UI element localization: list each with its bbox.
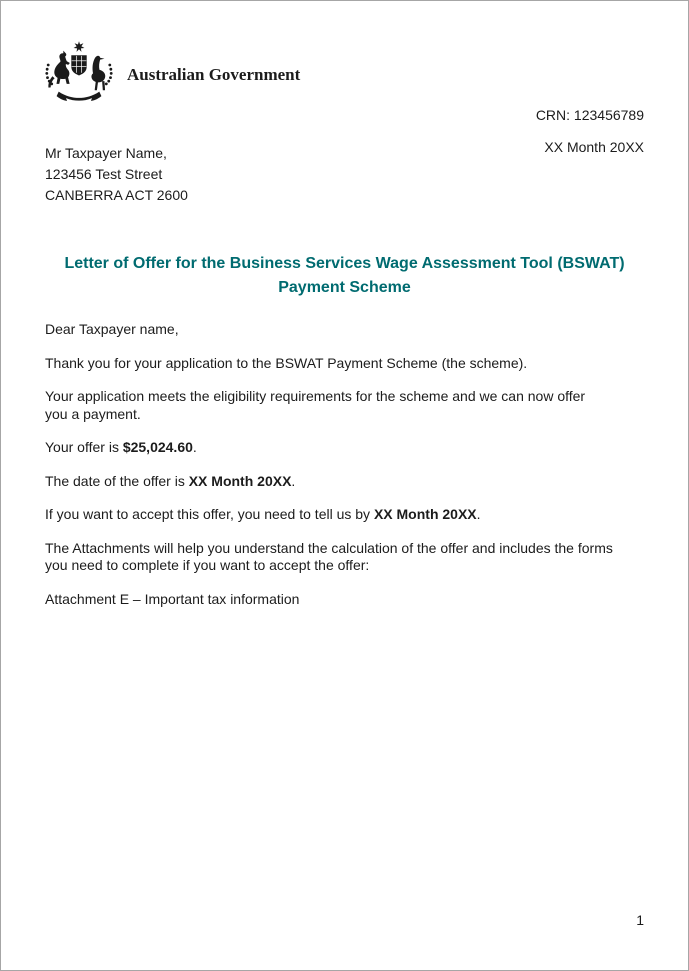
crn-reference: CRN: 123456789: [535, 107, 644, 123]
offer-prefix: Your offer is: [45, 439, 123, 455]
paragraph-attachments-line1: The Attachments will help you understand the calculation of the offer and includes the forms: [45, 539, 613, 556]
paragraph-offer: [45, 439, 644, 457]
offer-suffix: .: [192, 439, 197, 455]
australian-coat-of-arms-icon: [44, 41, 114, 103]
attachment-item-text: Attachment E – Important tax information: [45, 590, 300, 607]
salutation: [45, 321, 644, 339]
recipient-name: Mr Taxpayer Name,: [45, 145, 167, 161]
paragraph-attachments: [45, 540, 644, 575]
paragraph-thanks: [45, 355, 644, 373]
paragraph-accept-deadline: [45, 506, 644, 524]
offer-amount: $25,024.60: [122, 439, 193, 455]
paragraph-attachments-line2: you need to complete if you want to accept the offer:: [45, 557, 370, 573]
accept-deadline-value: XX Month 20XX: [373, 506, 477, 522]
paragraph-eligibility-line2: you a payment.: [45, 405, 141, 422]
salutation-text: Dear Taxpayer name,: [45, 321, 179, 337]
letter-title: [45, 252, 644, 300]
page-number: 1: [636, 912, 644, 928]
offer-date-suffix: .: [291, 472, 296, 489]
recipient-city: CANBERRA ACT 2600: [45, 187, 188, 203]
letter-date: XX Month 20XX: [544, 139, 644, 155]
paragraph-eligibility-line1: Your application meets the eligibility requirements for the scheme and we can now offer: [45, 388, 586, 404]
paragraph-offer-date: [45, 473, 644, 491]
letter-body: [45, 321, 644, 624]
letter-title-line2: Payment Scheme: [278, 279, 411, 296]
accept-suffix: .: [476, 506, 481, 522]
offer-date-prefix: The date of the offer is: [45, 472, 189, 489]
recipient-address: [45, 143, 188, 206]
attachment-item: [45, 591, 644, 609]
paragraph-eligibility: [45, 388, 644, 423]
paragraph-thanks-text: Thank you for your application to the BSWAT Payment Scheme (the scheme).: [45, 354, 528, 371]
accept-prefix: If you want to accept this offer, you need to tell us by: [45, 506, 374, 522]
recipient-street: 123456 Test Street: [45, 166, 163, 182]
offer-date-value: XX Month 20XX: [188, 472, 292, 489]
letter-title-line1: Letter of Offer for the Business Services Wage Assessment Tool (BSWAT): [64, 255, 625, 272]
government-wordmark: Australian Government: [127, 65, 301, 84]
